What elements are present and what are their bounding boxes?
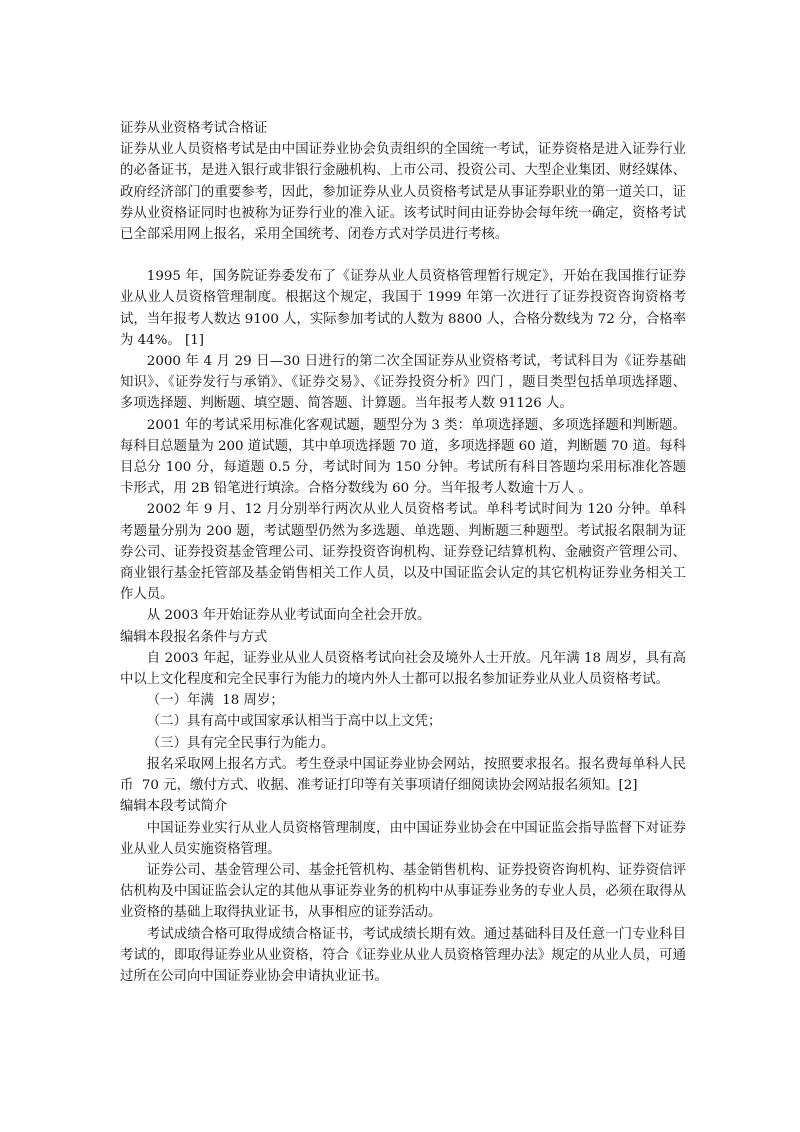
condition-item-education: （二）具有高中或国家承认相当于高中以上文凭； xyxy=(146,714,442,730)
exam-intro-paragraph-2: 证券公司、基金管理公司、基金托管机构、基金销售机构、证券投资咨询机构、证券资信评估机构及中国证监会认定的其他从事证券业务的机构中从事证券业务的专业人员，必须在取得从业资格的基础上取得执业证书，从事相应的证券活动。 xyxy=(120,862,686,921)
history-paragraph-2002: 2002 年 9 月、12 月分别举行两次从业人员资格考试。单科考试时间为 120 分钟。单科考题量分别为 200 题，考试题型仍然为多选题、单选题、判断题三种题型。考试报名限制为证券公司、证券投资基金管理公司、证券投资咨询机构、证券登记结算机构、金融资产管理公司、商业银行基金托管部及基金销售相关工作人员，以及中国证监会认定的其它机构证券业务相关工作人员。 xyxy=(120,502,686,603)
condition-item-capacity: （三）具有完全民事行为能力。 xyxy=(146,735,335,751)
history-paragraph-2000: 2000 年 4 月 29 日—30 日进行的第二次全国证券从业资格考试，考试科目为《证券基础知识》、《证券发行与承销》、《证券交易》、《证券投资分析》四门 ，题目类型包括单项选择题、多项选择题、判断题、填空题、简答题、计算题。当年报考人数 91126 人。 xyxy=(120,354,686,412)
section-heading-exam-intro: 编辑本段考试简介 xyxy=(120,799,228,815)
history-paragraph-2003: 从 2003 年开始证券从业考试面向全社会开放。 xyxy=(146,608,431,624)
intro-paragraph: 证券从业人员资格考试是由中国证券业协会负责组织的全国统一考试，证券资格是进入证券行业的必备证书，是进入银行或非银行金融机构、上市公司、投资公司、大型企业集团、财经媒体、政府经济部门的重要参考，因此，参加证券从业人员资格考试是从事证券职业的第一道关口，证券从业资格证同时也被称为证券行业的准入证。该考试时间由证券协会每年统一确定，资格考试已全部采用网上报名，采用全国统考、闭卷方式对学员进行考核。 xyxy=(120,142,686,243)
document-title: 证券从业资格考试合格证 xyxy=(120,121,268,136)
registration-paragraph: 自 2003 年起，证券业从业人员资格考试向社会及境外人士开放。凡年满 18 周岁，具有高中以上文化程度和完全民事行为能力的境内外人士都可以报名参加证券业从业人员资格考试。 xyxy=(120,650,686,688)
section-heading-registration: 编辑本段报名条件与方式 xyxy=(120,629,268,645)
document-body xyxy=(120,118,686,987)
condition-item-age: （一）年满 18 周岁； xyxy=(146,693,284,709)
paragraph-spacer xyxy=(120,245,686,266)
exam-intro-paragraph-3: 考试成绩合格可取得成绩合格证书，考试成绩长期有效。通过基础科目及任意一门专业科目考试的，即取得证券业从业资格，符合《证券业从业人员资格管理办法》规定的从业人员，可通过所在公司向中国证券业协会申请执业证书。 xyxy=(120,926,686,984)
exam-intro-paragraph-1: 中国证券业实行从业人员资格管理制度，由中国证券业协会在中国证监会指导监督下对证券业从业人员实施资格管理。 xyxy=(120,820,686,857)
history-paragraph-2001: 2001 年的考试采用标准化客观试题，题型分为 3 类：单项选择题、多项选择题和判断题。每科目总题量为 200 道试题，其中单项选择题 70 道，多项选择题 60 道，判断题 70 道。每科目总分 100 分，每道题 0.5 分，考试时间为 150 分钟。考试所有科目答题均采用标准化答题卡形式，用 2B 铅笔进行填涂。合格分数线为 60 分。当年报考人数逾十万人 。 xyxy=(120,417,687,497)
registration-method-paragraph: 报名采取网上报名方式。考生登录中国证券业协会网站，按照要求报名。报名费每单科人民币 70 元，缴付方式、收据、准考证打印等有关事项请仔细阅读协会网站报名须知。[2] xyxy=(120,756,686,794)
history-paragraph-1995: 1995 年，国务院证券委发布了《证券从业人员资格管理暂行规定》，开始在我国推行证券业从业人员资格管理制度。根据这个规定，我国于 1999 年第一次进行了证券投资咨询资格考试，当年报考人数达 9100 人，实际参加考试的人数为 8800 人，合格分数线为 72 分，合格率为 44%。 [1] xyxy=(120,269,687,348)
